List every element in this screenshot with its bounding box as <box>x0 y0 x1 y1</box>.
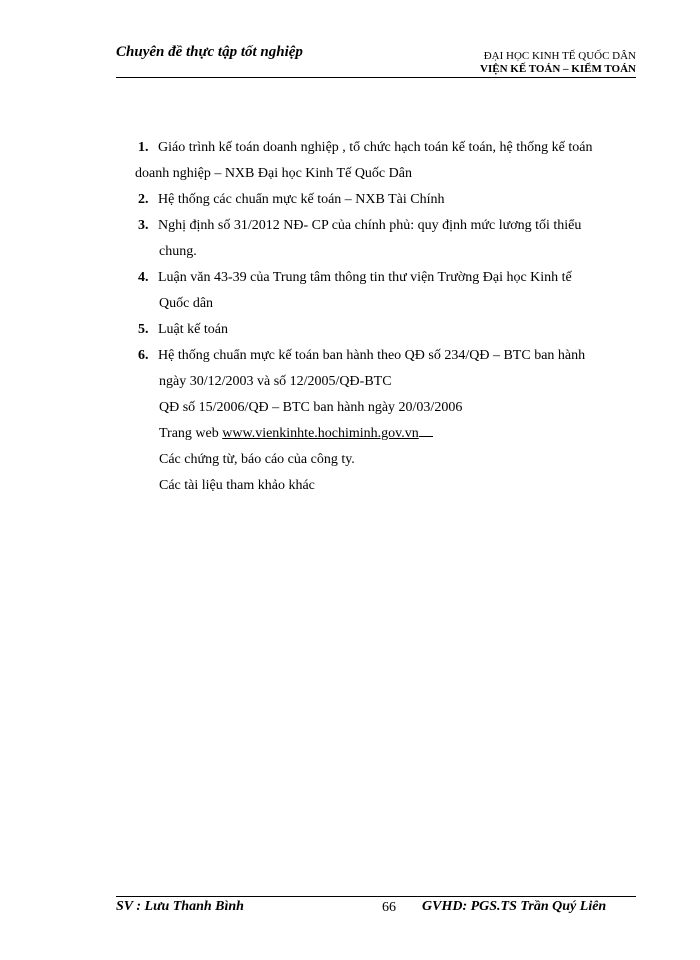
reference-text: Luận văn 43-39 của Trung tâm thông tin thư viện Trường Đại học Kinh tế <box>158 270 572 285</box>
website-link[interactable]: www.vienkinhte.hochiminh.gov.vn <box>222 426 419 441</box>
reference-number: 5. <box>138 322 149 337</box>
reference-company-docs: Các chứng từ, báo cáo của công ty. <box>159 452 355 467</box>
reference-text: Nghị định số 31/2012 NĐ- CP của chính phủ: quy định mức lương tối thiểu <box>158 218 582 233</box>
footer-divider <box>116 896 636 897</box>
link-underline-tail <box>419 422 433 437</box>
reference-text-cont: Quốc dân <box>159 296 214 311</box>
reference-item-4 <box>138 265 630 317</box>
reference-text: Hệ thống chuẩn mực kế toán ban hành theo QĐ số 234/QĐ – BTC ban hành <box>158 348 586 363</box>
header-title: Chuyên đề thực tập tốt nghiệp <box>116 44 303 60</box>
reference-list <box>135 135 630 499</box>
website-label: Trang web <box>159 426 223 441</box>
page-number: 66 <box>382 900 396 915</box>
reference-item-5 <box>138 317 630 343</box>
reference-number: 3. <box>138 218 149 233</box>
reference-text-cont: doanh nghiệp – NXB Đại học Kinh Tế Quốc Dân <box>135 166 412 181</box>
reference-text: Hệ thống các chuẩn mực kế toán – NXB Tài Chính <box>158 192 445 207</box>
reference-website-line <box>138 421 630 447</box>
reference-item-6 <box>138 343 630 395</box>
footer-student: SV : Lưu Thanh Bình <box>116 899 244 914</box>
reference-text-cont: chung. <box>159 244 197 259</box>
header-university: ĐẠI HỌC KINH TẾ QUỐC DÂN <box>483 50 636 62</box>
reference-item-1 <box>135 135 630 187</box>
header-divider <box>116 77 636 78</box>
reference-text-cont: ngày 30/12/2003 và số 12/2005/QĐ-BTC <box>159 374 392 389</box>
reference-item-3 <box>138 213 630 265</box>
reference-text: Luật kế toán <box>158 322 228 337</box>
reference-decision-line: QĐ số 15/2006/QĐ – BTC ban hành ngày 20/03/2006 <box>159 400 463 415</box>
reference-text: Giáo trình kế toán doanh nghiệp , tổ chức hạch toán kế toán, hệ thống kế toán <box>158 140 593 155</box>
reference-number: 1. <box>138 140 149 155</box>
reference-item-2 <box>138 187 630 213</box>
reference-number: 4. <box>138 270 149 285</box>
reference-number: 6. <box>138 348 149 363</box>
reference-number: 2. <box>138 192 149 207</box>
header-institute: VIỆN KẾ TOÁN – KIỂM TOÁN <box>480 63 636 75</box>
footer-advisor: GVHD: PGS.TS Trần Quý Liên <box>422 899 607 914</box>
reference-other-docs: Các tài liệu tham khảo khác <box>159 478 315 493</box>
